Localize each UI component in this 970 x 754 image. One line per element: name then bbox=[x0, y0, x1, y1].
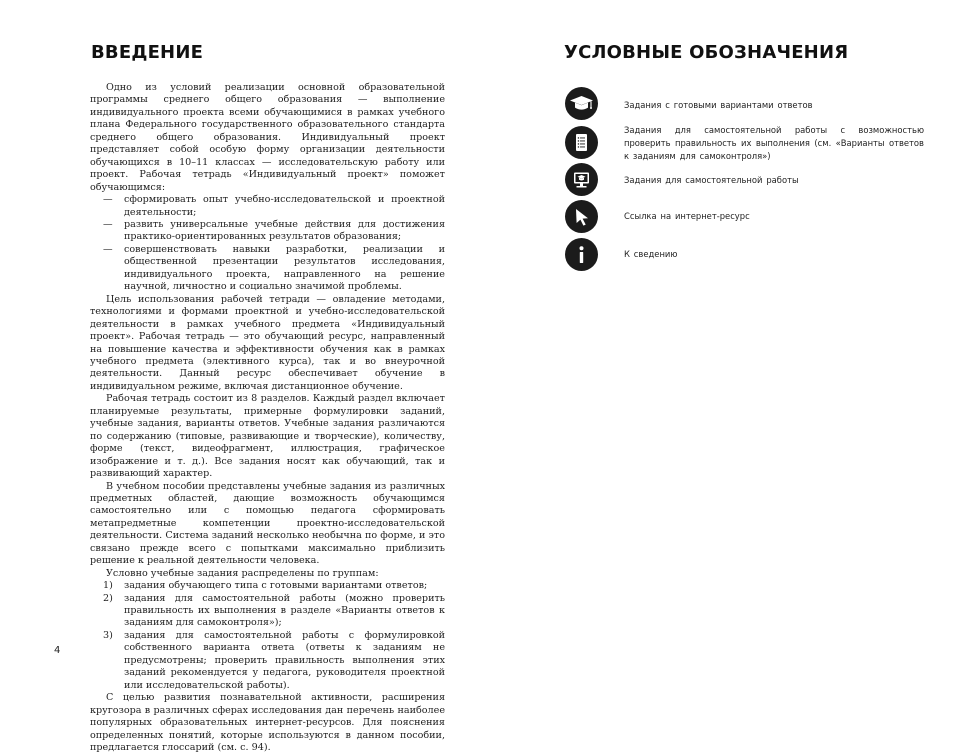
computer-student-icon bbox=[565, 163, 598, 196]
list-number: 3) bbox=[103, 629, 113, 641]
paragraph: Цель использования рабочей тетради — овладение методами, технологиями и формами проектной и учебно-исследовательской деятельности в рамках учебного предмета «Индивидуальный проект». Рабочая тетрадь — это обучающий ресурс, направленный на повышение качества и эффективности обучения как в рамках учебного предмета (элективного курса), так и во внеурочной деятельности. Данный ресурс обеспечивает обучение в индивидуальном режиме, включая дистанционное обучение. bbox=[90, 293, 445, 392]
list-number: 1) bbox=[103, 580, 113, 592]
legend-item bbox=[565, 87, 935, 121]
dash-marker: — bbox=[103, 218, 113, 230]
dash-marker: — bbox=[103, 243, 113, 255]
paragraph: Условно учебные задания распределены по группам: bbox=[106, 567, 379, 579]
legend-item bbox=[565, 126, 935, 160]
paragraph: В учебном пособии представлены учебные задания из различных предметных областей, дающие возможность обучающимся самостоятельно или с помощью педагога сформировать метапредметные компетенции проектно-исследовательской деятельности. Система заданий несколько необычна по форме, и это связано прежде всего с попытками максимально приблизить решение к реальной деятельности человека. bbox=[90, 480, 445, 567]
right-page bbox=[485, 0, 970, 709]
legend-text: Задания для самостоятельной работы с возможностью проверить правильность их выполнения (см. «Варианты ответов к заданиям для самоконтроля») bbox=[624, 125, 924, 161]
numbered-list-item: 3) задания для самостоятельной работы с формулировкой собственного варианта ответа (ответы к заданиям не предусмотрены; проверить правильность выполнения этих заданий рекомендуется у педагога, руководителя проектной или исследовательской работы). bbox=[103, 629, 445, 691]
legend-item bbox=[565, 200, 935, 234]
dash-list-item: — совершенствовать навыки разработки, реализации и общественной презентации результатов исследования, индивидуального проекта, направленного на решение научной, личностно и социально значимой проблемы. bbox=[103, 243, 445, 293]
introduction-heading: ВВЕДЕНИЕ bbox=[91, 42, 204, 63]
dash-list-item: — развить универсальные учебные действия для достижения практико-ориентированных результатов образования; bbox=[103, 218, 445, 243]
checklist-icon bbox=[565, 126, 598, 159]
legend-item bbox=[565, 238, 935, 272]
dash-marker: — bbox=[103, 194, 113, 206]
legend-text: Ссылка на интернет-ресурс bbox=[624, 211, 750, 221]
graduation-cap-icon bbox=[565, 87, 598, 120]
page-number: 4 bbox=[54, 645, 61, 656]
info-icon bbox=[565, 238, 598, 271]
paragraph: С целью развития познавательной активности, расширения кругозора в различных сферах исследования дан перечень наиболее популярных образовательных интернет-ресурсов. Для пояснения определенных понятий, которые используются в данном пособии, предлагается глоссарий (см. с. 94). bbox=[90, 692, 445, 754]
legend-heading: УСЛОВНЫЕ ОБОЗНАЧЕНИЯ bbox=[564, 42, 849, 63]
legend-text: Задания с готовыми вариантами ответов bbox=[624, 100, 813, 110]
cursor-arrow-icon bbox=[565, 200, 598, 233]
numbered-list-item: 2) задания для самостоятельной работы (можно проверить правильность их выполнения в разделе «Варианты ответов к заданиям для самоконтроля»); bbox=[103, 592, 445, 629]
dash-list-item: — сформировать опыт учебно-исследовательской и проектной деятельности; bbox=[103, 194, 445, 218]
paragraph: Одно из условий реализации основной образовательной программы среднего общего образования — выполнение индивидуального проекта всеми обучающимися в рамках учебного плана Федерального государственного образовательного стандарта среднего общего образования. Индивидуальный проект представляет собой особую форму организации деятельности обучающихся в 10–11 классах — исследовательскую работу или проект. Рабочая тетрадь «Индивидуальный проект» поможет обучающимся: bbox=[90, 82, 445, 193]
legend-text: Задания для самостоятельной работы bbox=[624, 175, 799, 185]
list-number: 2) bbox=[103, 592, 113, 604]
legend-item bbox=[565, 163, 935, 197]
introduction-text bbox=[90, 82, 445, 754]
numbered-list-item: 1) задания обучающего типа с готовыми вариантами ответов; bbox=[103, 580, 428, 592]
paragraph: Рабочая тетрадь состоит из 8 разделов. Каждый раздел включает планируемые результаты, примерные формулировки заданий, учебные задания, варианты ответов. Учебные задания различаются по содержанию (типовые, развивающие и творческие), количеству, форме (текст, видеофрагмент, иллюстрация, графическое изображение и т. д.). Все задания носят как обучающий, так и развивающий характер. bbox=[90, 393, 445, 480]
legend-text: К сведению bbox=[624, 249, 678, 259]
